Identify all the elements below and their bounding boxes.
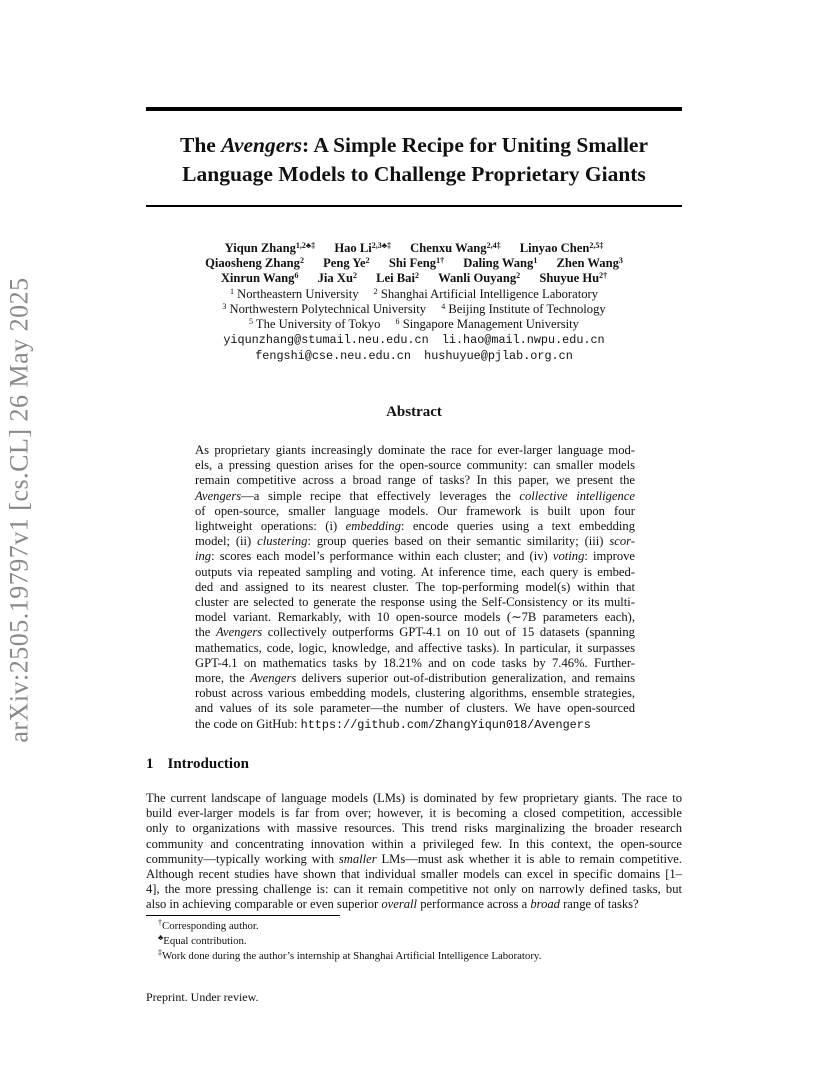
author-name: Jia Xu$^2$ [317, 271, 357, 286]
footnote: †Corresponding author. [158, 918, 259, 932]
footnote: ‡Work done during the author’s internship at Shanghai Artificial Intelligence Laboratory. [158, 948, 542, 962]
body-line: community and concentrating innovation within a privileged few. In this context, the open-source [146, 836, 682, 851]
body-line: build ever-larger models is far from over; however, it is becoming a closed competition, accessible [146, 806, 682, 821]
abstract-line: ing: scores each model’s performance within each cluster; and (iv) voting: improve [195, 549, 635, 564]
author-line-1 [140, 241, 688, 256]
body-line: 4], the more pressing challenge is: can it remain competitive not only on narrowly defined tasks, but [146, 882, 682, 897]
abstract-line: Avengers—a simple recipe that effectively leverages the collective intelligence [195, 488, 635, 503]
author-name: Yiqun Zhang$^{1,2♣\ddagger}$ [224, 241, 316, 255]
body-line: only to organizations with massive resources. This trend risks marginalizing the broader research [146, 821, 682, 836]
author-name: Xinrun Wang$^6$ [220, 271, 299, 286]
body-line: also in achieving comparable or even superior overall performance across a broad range of tasks? [146, 897, 639, 912]
author-block [140, 241, 688, 365]
email-line-1 [140, 332, 688, 348]
affiliation: $^5$ The University of Tokyo [249, 317, 381, 332]
abstract-line: ded and assigned to its nearest cluster. The top-performing model(s) within that [195, 579, 635, 594]
abstract-line: robust across various embedding models, clustering algorithms, ensemble strategies, [195, 686, 635, 701]
footnote-rule [146, 915, 340, 916]
affiliation-line-2 [140, 302, 688, 317]
affiliation: $^1$ Northeastern University [230, 286, 359, 301]
abstract-body [195, 443, 635, 733]
author-name: Shuyue $Hu^{2\dagger}$ [539, 271, 608, 286]
affiliation: $^2$ Shanghai Artificial Intelligence Laboratory [373, 286, 598, 301]
author-name: Daling Wang$^1$ [463, 256, 538, 271]
title-bottom-rule [146, 205, 682, 207]
introduction-body [146, 791, 682, 913]
abstract-line: lightweight operations: (i) embedding: encode queries using a text embedding [195, 519, 635, 534]
footnote: ♣Equal contribution. [158, 933, 247, 947]
body-line: community—typically working with smaller LMs—must ask whether it is able to remain competitive. [146, 851, 682, 866]
author-name: Hao $Li^{2,3♣\ddagger}$ [334, 241, 391, 255]
abstract-line: more, the Avengers delivers superior out-of-distribution generalization, and remains [195, 671, 635, 686]
title-line-1: The Avengers: A Simple Recipe for Uniting Smaller [179, 133, 649, 157]
affiliation-line-1 [140, 287, 688, 302]
footnotes [158, 919, 541, 964]
email-address: yiqunzhang@stumail.neu.edu.cn [223, 333, 429, 348]
body-line: Although recent studies have shown that individual smaller models can excel in specific domains [1– [146, 867, 682, 882]
abstract-line: outputs via repeated sampling and voting. At inference time, each query is embed- [195, 564, 635, 579]
abstract-line: mathematics, code, logic, knowledge, and affective tasks). In particular, it surpasses [195, 640, 635, 655]
email-address: li.hao@mail.nwpu.edu.cn [441, 333, 605, 348]
paper-title [146, 131, 682, 189]
affiliation-line-3 [140, 317, 688, 332]
author-name: Zhen Wang$^3$ [556, 256, 623, 271]
email-address: fengshi@cse.neu.edu.cn [255, 349, 411, 364]
abstract-line: the code on GitHub: https://github.com/ZhangYiqun018/Avengers [195, 716, 591, 732]
abstract-line: model; (ii) clustering: group queries based on their semantic similarity; (iii) scor- [195, 534, 635, 549]
abstract-line: remain competitive across a broad range of tasks? In this paper, we present the [195, 473, 635, 488]
email-address: hushuyue@pjlab.org.cn [424, 349, 573, 364]
author-name: Chenxu Wang$^{2,4\ddagger}$ [410, 241, 501, 255]
abstract-line: As proprietary giants increasingly dominate the race for ever-larger language mod- [195, 443, 635, 457]
email-line-2 [140, 348, 688, 364]
abstract-line: model variant. Remarkably, with 10 open-source models (∼7B parameters each), [195, 610, 635, 625]
abstract-line: the Avengers collectively outperforms GPT-4.1 on 10 out of 15 datasets (spanning [195, 625, 635, 640]
abstract-line: and values of its sole parameter—the number of clusters. We have open-sourced [195, 701, 635, 716]
title-line-2: Language Models to Challenge Proprietary Giants [182, 162, 646, 186]
preprint-note: Preprint. Under review. [146, 990, 259, 1004]
author-name: Wanli Ouyang$^2$ [438, 271, 521, 286]
affiliation: $^4$ Beijing Institute of Technology [441, 301, 606, 316]
author-line-2 [140, 256, 688, 271]
title-top-rule [146, 107, 682, 111]
abstract-line: els, a pressing question arises for the open-source community: can smaller models [195, 458, 635, 473]
abstract-line: of open-source, smaller language models. Our framework is built upon four [195, 503, 635, 518]
affiliation: $^6$ Singapore Management University [395, 317, 579, 332]
author-name: Lei Bai$^2$ [376, 271, 419, 286]
author-name: Linyao Chen$^{2,5\ddagger}$ [519, 241, 604, 255]
arxiv-identifier: arXiv:2505.19797v1 [cs.CL] 26 May 2025 [5, 277, 34, 743]
abstract-heading: Abstract [386, 404, 442, 420]
abstract-line: GPT-4.1 on mathematics tasks by 18.21% and on code tasks by 7.46%. Further- [195, 655, 635, 670]
author-name: Peng Ye$^2$ [323, 256, 370, 271]
author-name: Qiaosheng Zhang$^2$ [205, 256, 304, 271]
abstract-line: cluster are selected to generate the response using the Self-Consistency or its multi- [195, 595, 635, 610]
author-name: Shi Feng$^{1\dagger}$ [388, 256, 445, 271]
github-link[interactable]: https://github.com/ZhangYiqun018/Avengers [300, 717, 591, 732]
body-line: The current landscape of language models (LMs) is dominated by few proprietary giants. The race to [146, 791, 682, 805]
affiliation: $^3$ Northwestern Polytechnical University [222, 301, 427, 316]
author-line-3 [140, 271, 688, 286]
section-heading: 1 Introduction [146, 756, 249, 772]
